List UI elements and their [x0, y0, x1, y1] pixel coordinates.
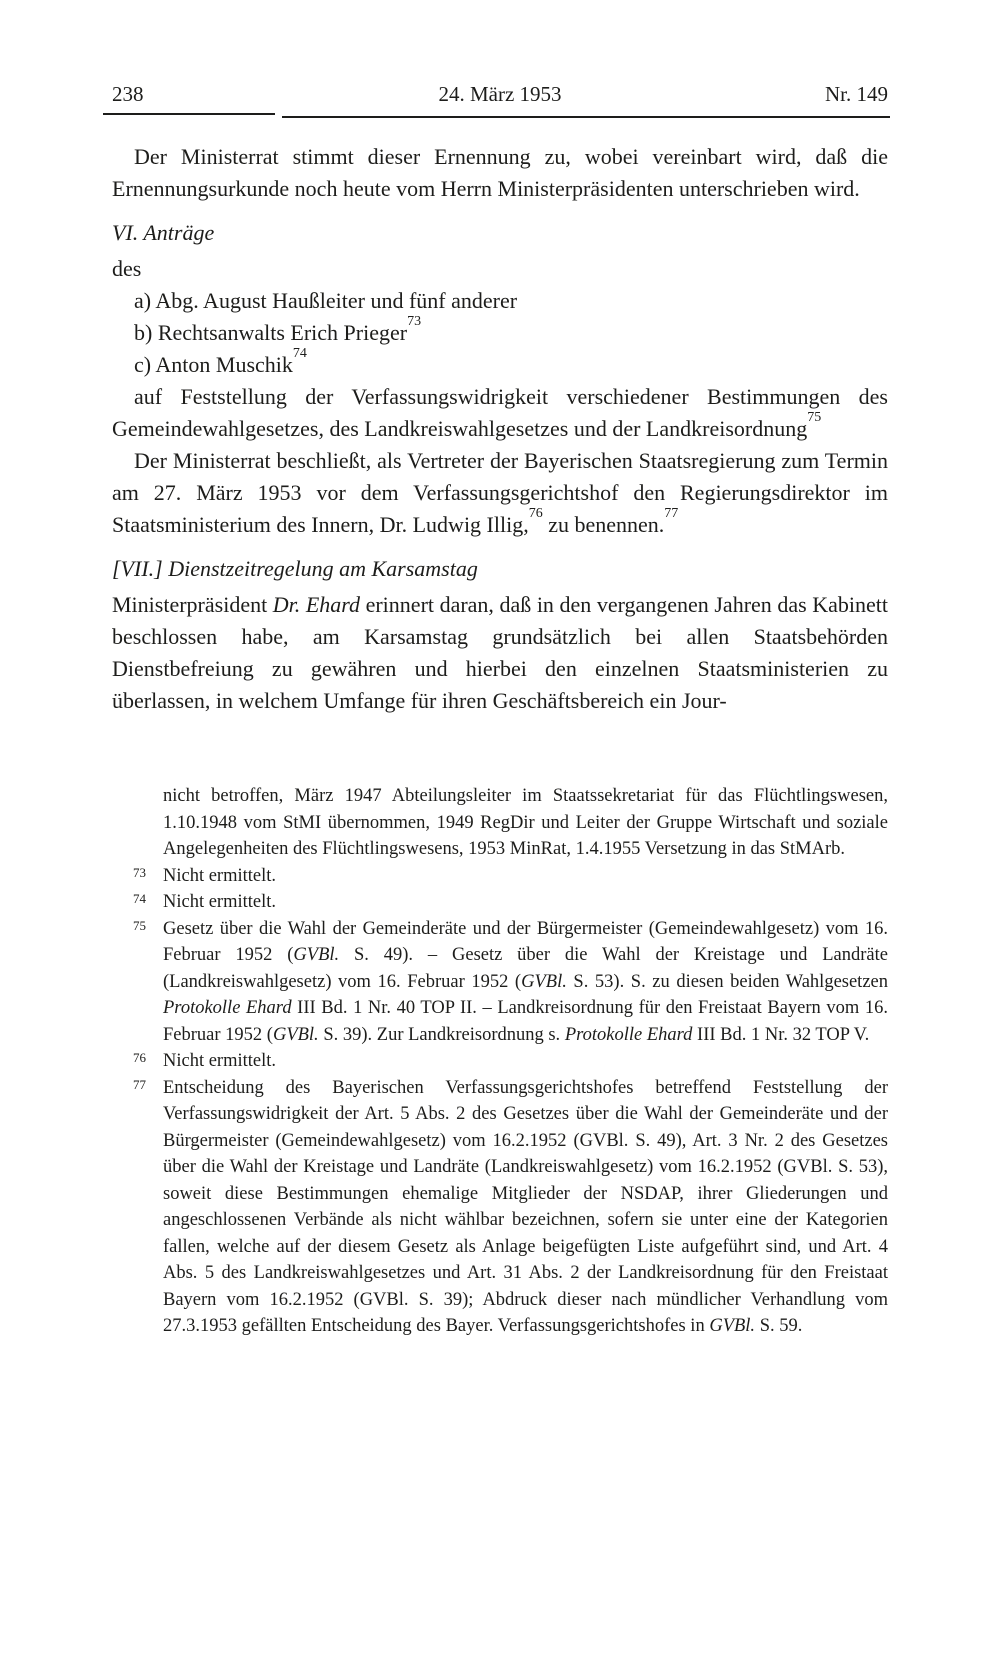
- paragraph: [112, 253, 888, 285]
- page-header: [112, 0, 888, 106]
- footnote: [112, 916, 888, 1049]
- list-item: [134, 285, 888, 317]
- paragraph: [112, 445, 888, 541]
- text-run: nicht betroffen, März 1947 Abteilungsleiter im Staatssekretariat für das Flüchtlingswesen, 1.10.1948 vom StMI übernommen, 1949 RegDir und Leiter der Gruppe Wirtschaft und soziale Angelegenheiten des Flüchtlingswesens, 1953 MinRat, 1.4.1955 Versetzung in das StMArb.: [163, 786, 888, 859]
- text-run: S. 53). S. zu diesen beiden Wahlgesetzen: [566, 971, 888, 992]
- header-rule: [112, 113, 888, 119]
- footnote-reference: 73: [407, 313, 422, 329]
- text-run: GVBl.: [521, 971, 567, 992]
- text-run: b) Rechtsanwalts Erich Prieger: [134, 320, 408, 345]
- text-run: S. 49). – Gesetz über die Wahl der Kreistage und Landräte (Landkreiswahlgesetz) vom 16. Februar 1952 (: [163, 945, 888, 992]
- footnote-text: [163, 1051, 276, 1071]
- footnote-reference: 75: [807, 409, 822, 425]
- footnote-text: [163, 1078, 888, 1337]
- text-run: III Bd. 1 Nr. 40 TOP II. – Landkreisordnung für den Freistaat Bayern vom 16. Februar 1952 (: [163, 998, 888, 1045]
- text-run: Der Ministerrat stimmt dieser Ernennung zu, wobei vereinbart wird, daß die Ernennungsurkunde noch heute vom Herrn Ministerpräsidenten unterschrieben wird.: [112, 144, 888, 201]
- text-run: Protokolle Ehard: [163, 998, 292, 1018]
- paragraph: [112, 589, 888, 717]
- footnote-continuation: [112, 783, 888, 863]
- text-run: Protokolle Ehard: [564, 1024, 693, 1045]
- header-rule-left-segment: [103, 113, 275, 115]
- footnote: [112, 1075, 888, 1340]
- text-run: GVBl.: [709, 1316, 756, 1336]
- page-content: [112, 0, 888, 1340]
- footnote-text: [163, 919, 888, 1045]
- footnote-number: 74: [133, 891, 146, 906]
- text-run: GVBl.: [293, 945, 340, 965]
- footnote: [112, 1048, 888, 1075]
- list-item: [134, 345, 888, 381]
- header-rule-right-segment: [282, 116, 890, 118]
- footnote-reference: 74: [292, 345, 307, 361]
- text-run: Der Ministerrat beschließt, als Vertreter der Bayerischen Staatsregierung zum Termin am 27. März 1953 vor dem Verfassungsgerichtshof den Regierungsdirektor im Staatsministerium des Innern, Dr. Ludwig Illig,: [112, 448, 888, 537]
- list-item: [134, 313, 888, 349]
- section-heading: [112, 217, 888, 249]
- footnote-reference: 77: [664, 505, 679, 521]
- text-run: c) Anton Muschik: [134, 352, 293, 377]
- footnote-number: 76: [133, 1050, 146, 1065]
- text-run: erinnert daran, daß in den vergangenen Jahren das Kabinett beschlossen habe, am Karsamstag grundsätzlich bei allen Staatsbehörden Dienstbefreiung zu gewähren und hierbei den einzelnen Staatsministerien zu überlassen, in welchem Umfange für ihren Geschäftsbereich ein Jour-: [112, 592, 888, 713]
- text-run: [VII.] Dienstzeitregelung am Karsamstag: [112, 556, 478, 581]
- paragraph: [112, 141, 888, 205]
- text-run: Ministerpräsident: [112, 592, 273, 617]
- text-run: Nicht ermittelt.: [163, 1051, 277, 1071]
- footnote-text: [163, 866, 276, 886]
- footnote: [112, 863, 888, 890]
- footnote: [112, 889, 888, 916]
- header-date: 24. März 1953: [438, 82, 562, 106]
- text-run: Nicht ermittelt.: [163, 892, 277, 912]
- footnote-number: 77: [133, 1076, 146, 1092]
- footnote-text: [163, 786, 888, 859]
- document-body: [112, 141, 888, 717]
- text-run: Nicht ermittelt.: [163, 865, 277, 886]
- text-run: S. 59.: [755, 1316, 803, 1336]
- footnote-text: [163, 892, 276, 912]
- text-run: GVBl.: [272, 1024, 319, 1045]
- text-run: a) Abg. August Haußleiter und fünf anderer: [134, 288, 518, 313]
- footnote-reference: 76: [528, 505, 543, 521]
- text-run: zu benennen.: [542, 512, 665, 537]
- text-run: III Bd. 1 Nr. 32 TOP V.: [692, 1024, 870, 1045]
- text-run: Gesetz über die Wahl der Gemeinderäte und der Bürgermeister (Gemeindewahlgesetz) vom 16. Februar 1952 (: [163, 918, 888, 965]
- footnote-number: 73: [133, 864, 146, 880]
- text-run: Dr. Ehard: [272, 592, 361, 617]
- text-run: S. 39). Zur Landkreisordnung s.: [318, 1024, 565, 1045]
- issue-number: Nr. 149: [825, 82, 888, 106]
- page-number: 238: [112, 82, 144, 106]
- text-run: des: [112, 256, 142, 281]
- text-run: VI. Anträge: [112, 220, 215, 245]
- text-run: Entscheidung des Bayerischen Verfassungsgerichtshofes betreffend Feststellung der Verfassungswidrigkeit der Art. 5 Abs. 2 des Gesetzes über die Wahl der Gemeinderäte und der Bürgermeister (Gemeindewahlgesetz) vom 16.2.1952 (GVBl. S. 49), Art. 3 Nr. 2 des Gesetzes über die Wahl der Kreistage und Landräte (Landkreiswahlgesetz) vom 16.2.1952 (GVBl. S. 53), soweit diese Bestimmungen ehemalige Mitglieder der NSDAP, ihrer Gliederungen und angeschlossenen Verbände als nicht wählbar bezeichnen, sofern sie unter eine der Kategorien fallen, welche auf der diesem Gesetz als Anlage beigefügten Liste aufgeführt sind, und Art. 4 Abs. 5 des Landkreiswahlgesetzes und Art. 31 Abs. 2 der Landkreisordnung für den Freistaat Bayern vom 16.2.1952 (GVBl. S. 39); Abdruck dieser nach mündlicher Verhandlung vom 27.3.1953 gefällten Entscheidung des Bayer. Verfassungsgerichtshofes in: [163, 1077, 888, 1336]
- text-run: auf Feststellung der Verfassungswidrigkeit verschiedener Bestimmungen des Gemeindewahlgesetzes, des Landkreiswahlgesetzes und der Landkreisordnung: [112, 384, 888, 441]
- paragraph: [112, 381, 888, 445]
- footnote-number: 75: [133, 917, 146, 933]
- footnotes-section: [112, 783, 888, 1340]
- section-heading: [112, 553, 888, 585]
